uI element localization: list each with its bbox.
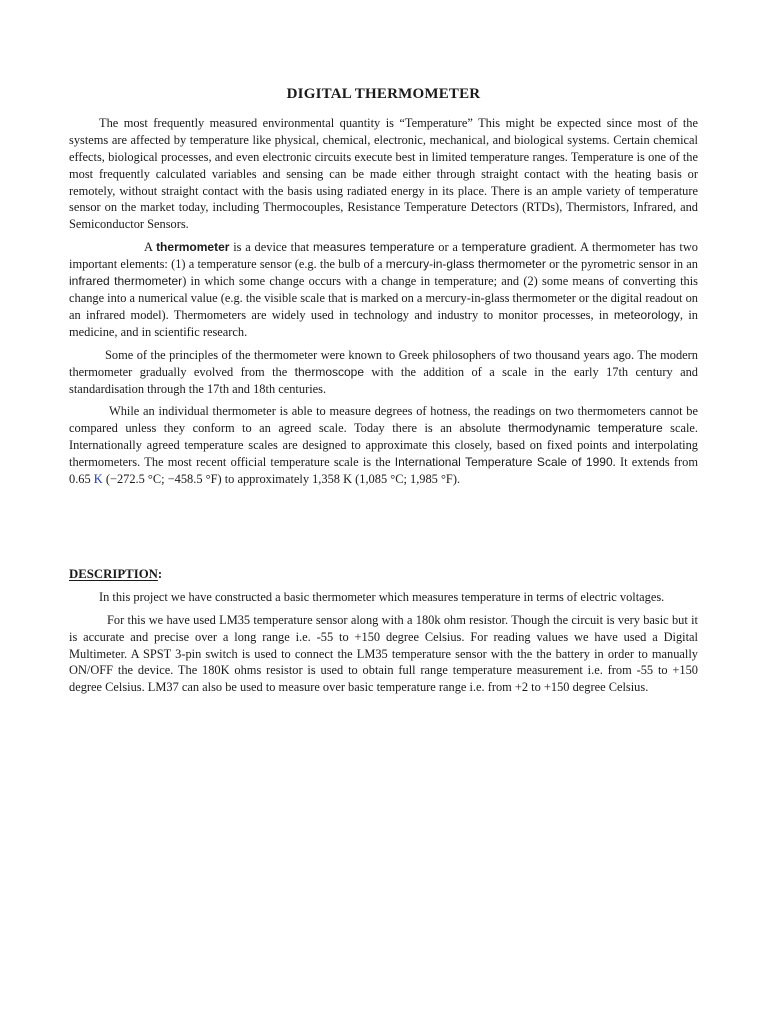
link-measures-temperature[interactable]: measures temperature (313, 240, 435, 255)
link-mercury-in-glass-thermometer[interactable]: mercury-in-glass thermometer (385, 257, 546, 272)
scale-paragraph (69, 403, 698, 488)
link-thermodynamic-temperature[interactable]: thermodynamic temperature (508, 421, 663, 436)
text-run: scale. Internationally agreed temperature scales are designed to approximate this closely, based on fixed points and interpolating thermometers. The most recent official temperature scale is the (69, 421, 698, 470)
link-thermometer[interactable]: thermometer (156, 240, 230, 255)
text-run: While an individual thermometer is able to measure degrees of hotness, the readings on two thermometers cannot be compared unless they conform to an agreed scale. Today there is an absolute (69, 404, 698, 436)
text-run: with the addition of a scale in the early 17th century and standardisation through the 17th and 18th centuries. (69, 364, 698, 396)
text-run: . It extends from 0.65 (69, 455, 698, 487)
link-meteorology[interactable]: meteorology (613, 307, 680, 322)
text-run: ) in which some change occurs with a change in temperature; and (2) some means of converting this change into a numerical value (e.g. the visible scale that is marked on a mercury-in-glass thermometer or the digital readout on an infrared model). Thermometers are widely used in technology and industry to monitor processes, in (69, 274, 699, 322)
text-run: , in medicine, and in scientific research. (69, 307, 698, 339)
page-title: DIGITAL THERMOMETER (286, 86, 481, 102)
document-body (69, 86, 698, 702)
history-paragraph (69, 347, 698, 398)
link-infrared-thermometer[interactable]: infrared thermometer (69, 274, 183, 289)
link-thermoscope[interactable]: thermoscope (294, 364, 365, 379)
text-run: . A thermometer has two important elements: (1) a temperature sensor (e.g. the bulb of a (69, 240, 698, 272)
thermometer-definition-paragraph (69, 239, 698, 340)
text-run: or the pyrometric sensor in an (545, 257, 698, 272)
description-paragraph-2: For this we have used LM35 temperature sensor along with a 180k ohm resistor. Though the circuit is very basic but it is accurate and precise over a long range i.e. -55 to +150 degree Celsius. For reading values we have used a Digital Multimeter. A SPST 3-pin switch is used to connect the LM35 temperature sensor with the the battery in order to manually ON/OFF the device. The 180K ohms resistor is used to obtain full range temperature measurement i.e. from -55 to +150 degree Celsius. LM37 can also be used to measure over basic temperature range i.e. from +2 to +150 degree Celsius. (69, 612, 698, 695)
text-run: (−272.5 °C; −458.5 °F) to approximately 1,358 K (1,085 °C; 1,985 °F). (102, 472, 461, 487)
text-run: is a device that (229, 240, 314, 255)
link-temperature-gradient[interactable]: temperature gradient (461, 240, 574, 255)
description-heading-colon: : (157, 566, 163, 581)
text-run: or a (434, 240, 462, 255)
description-heading (69, 566, 698, 583)
text-run: Some of the principles of the thermometer were known to Greek philosophers of two thousand years ago. The modern thermometer gradually evolved from the (69, 347, 698, 379)
link-kelvin[interactable]: K (93, 472, 103, 487)
description-paragraph-1: In this project we have constructed a basic thermometer which measures temperature in terms of electric voltages. (99, 589, 665, 604)
spacer (69, 494, 698, 566)
intro-paragraph: The most frequently measured environmental quantity is “Temperature” This might be expected since most of the systems are affected by temperature like physical, chemical, electronic, mechanical, and biological systems. Certain chemical effects, biological processes, and even electronic circuits execute best in limited temperature ranges. Temperature is one of the most frequently calculated variables and sensing can be made either through straight contact with the heating basis or remotely, without straight contact with the basis using radiated energy in its place. There is an ample variety of temperature sensor on the market today, including Thermocouples, Resistance Temperature Detectors (RTDs), Thermistors, Infrared, and Semiconductor Sensors. (69, 115, 698, 232)
link-its-1990[interactable]: International Temperature Scale of 1990 (394, 455, 613, 470)
description-heading-text: DESCRIPTION (69, 566, 158, 581)
text-run: A (144, 240, 157, 255)
